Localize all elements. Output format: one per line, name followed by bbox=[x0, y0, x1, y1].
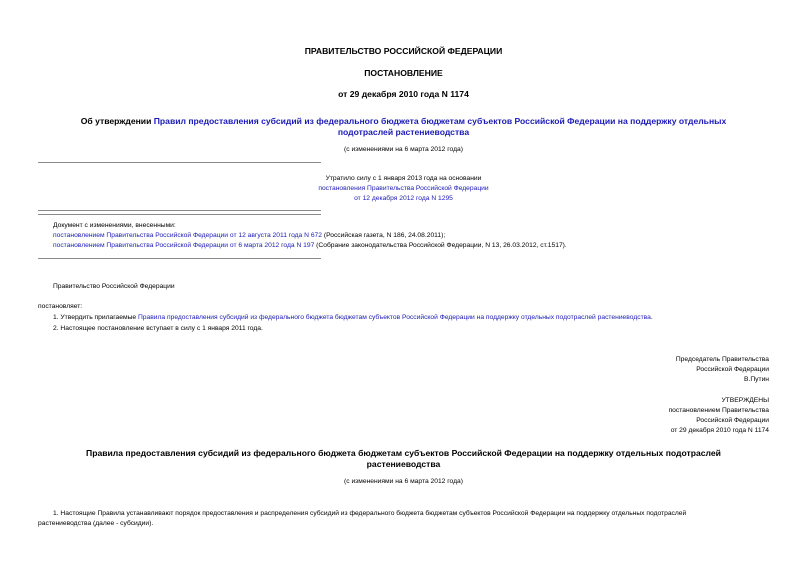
paragraph-1-rules-link[interactable]: Правила предоставления субсидий из федерального бюджета бюджетам субъектов Российской Федерации на поддержку отдельных подотраслей растениеводства bbox=[137, 314, 651, 321]
change-item-2-source: (Собрание законодательства Российской Федерации, N 13, 26.03.2012, ст.1517). bbox=[314, 242, 567, 249]
document-date-number: от 29 декабря 2010 года N 1174 bbox=[338, 89, 469, 99]
divider bbox=[38, 210, 321, 211]
title-rules-link-cont[interactable]: подотраслей растениеводства bbox=[337, 127, 470, 137]
rules-paragraph-1: 1. Настоящие Правила устанавливают порядок предоставления и распределения субсидий из федерального бюджета бюджетам субъектов Российской Федерации на поддержку отдельных подотраслей bbox=[53, 510, 687, 517]
approved-heading: УТВЕРЖДЕНЫ bbox=[721, 397, 769, 404]
rules-amended-note: (с изменениями на 6 марта 2012 года) bbox=[344, 478, 463, 485]
approved-line-3: Российской Федерации bbox=[696, 417, 769, 424]
change-item-2-link[interactable]: постановлением Правительства Российской Федерации от 6 марта 2012 года N 197 bbox=[53, 242, 315, 249]
change-item-1-link[interactable]: постановлением Правительства Российской Федерации от 12 августа 2011 года N 672 bbox=[53, 232, 322, 239]
paragraph-1 bbox=[53, 314, 653, 321]
rules-paragraph-1-cont: растениеводства (далее - субсидии). bbox=[38, 520, 154, 527]
title-rules-link[interactable]: Правил предоставления субсидий из федерального бюджета бюджетам субъектов Российской Федерации на поддержку отдельных bbox=[153, 116, 727, 126]
divider bbox=[38, 162, 321, 163]
change-item-1 bbox=[53, 232, 445, 239]
paragraph-2: 2. Настоящее постановление вступает в силу с 1 января 2011 года. bbox=[53, 325, 263, 332]
paragraph-1-suffix: . bbox=[650, 314, 653, 321]
decrees-word: постановляет: bbox=[38, 303, 83, 310]
signature-position: Председатель Правительства bbox=[675, 356, 769, 363]
government-subject: Правительство Российской Федерации bbox=[53, 283, 175, 290]
approved-line-2: постановлением Правительства bbox=[668, 407, 769, 414]
amended-note: (с изменениями на 6 марта 2012 года) bbox=[344, 146, 463, 153]
paragraph-1-prefix: 1. Утвердить прилагаемые bbox=[53, 314, 138, 321]
change-item-1-source: (Российская газета, N 186, 24.08.2011); bbox=[321, 232, 446, 239]
divider bbox=[38, 258, 321, 259]
document-type: ПОСТАНОВЛЕНИЕ bbox=[364, 68, 443, 78]
expired-decree-link-date[interactable]: от 12 декабря 2012 года N 1295 bbox=[354, 195, 453, 202]
title-prefix: Об утверждении bbox=[80, 116, 154, 126]
government-name: ПРАВИТЕЛЬСТВО РОССИЙСКОЙ ФЕДЕРАЦИИ bbox=[304, 46, 503, 56]
rules-title-line2: растениеводства bbox=[366, 459, 441, 469]
rules-title: Правила предоставления субсидий из федерального бюджета бюджетам субъектов Российской Федерации на поддержку отдельных подотраслей bbox=[86, 448, 721, 458]
expired-decree-link[interactable]: постановления Правительства Российской Федерации bbox=[318, 185, 489, 192]
divider bbox=[38, 214, 321, 215]
signature-name: В.Путин bbox=[744, 376, 769, 383]
expired-text: Утратило силу с 1 января 2013 года на основании bbox=[325, 175, 482, 182]
document-title bbox=[0, 116, 807, 126]
signature-position-2: Российской Федерации bbox=[696, 366, 769, 373]
changes-intro: Документ с изменениями, внесенными: bbox=[53, 222, 176, 229]
document-title-line2 bbox=[0, 127, 807, 137]
approved-date-number: от 29 декабря 2010 года N 1174 bbox=[670, 427, 769, 434]
change-item-2 bbox=[53, 242, 567, 249]
